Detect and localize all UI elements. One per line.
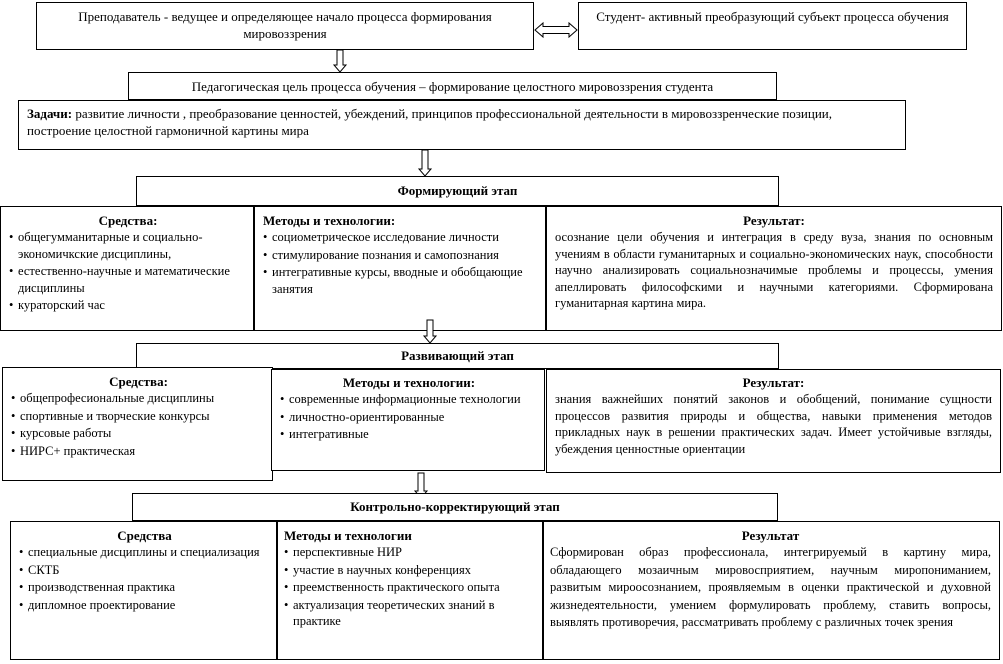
- stage2-methods-box: [271, 369, 545, 471]
- stage3-result-title: Результат: [741, 528, 800, 543]
- list-item: • интегративные: [280, 426, 538, 443]
- stage2-means-title: Средства:: [109, 374, 168, 389]
- stage3-means-box: [10, 521, 277, 660]
- teacher-box: [36, 2, 534, 50]
- stage2-result-text: знания важнейших понятий законов и обобщений, понимание сущности процессов развития природы и общества, навыки применения методов прикладных наук в решении практических задач. Имеет устойчивые взгляды, убеждения ценностные ориентации: [555, 392, 992, 456]
- list-item: • производственная практика: [19, 579, 270, 596]
- list-item: • общегумманитарные и социально-экономичкские дисциплины,: [9, 229, 247, 262]
- student-text: Студент- активный преобразующий субъект процесса обучения: [596, 9, 949, 24]
- stage1-result-text: осознание цели обучения и интеграция в среду вуза, знания по основным учениям в области гуманитарных и социально-экономических наук, способности научно анализировать социальнозначимые проблемы и процессы, умения апеллировать философскими и научными категориями. Сформирована гуманитарная картина мира.: [555, 230, 993, 310]
- stage3-result-box: [543, 521, 1000, 660]
- stage2-result-box: [546, 369, 1001, 473]
- stage1-result-box: [546, 206, 1002, 331]
- stage3-methods-title: Методы и технологии: [284, 528, 412, 543]
- stage2-methods-title: Методы и технологии:: [342, 375, 476, 390]
- stage1-methods-list: [263, 229, 539, 297]
- stage3-result-text: Сформирован образ профессионала, интегрируемый в картину мира, обладающего мозаичным мировосприятием, научным миропониманием, развитым мироосознанием, проявляемым в оценки практической и духовной жизнедеятельности, умением формулировать проблему, ставить вопросы, выявлять противоречия, рассматривать проблему с различных точек зрения: [550, 545, 991, 630]
- list-item: • НИРС+ практическая: [11, 443, 266, 460]
- list-item: • стимулирование познания и самопознания: [263, 247, 539, 264]
- list-item: • общепрофесиональные дисциплины: [11, 390, 266, 407]
- list-item: • преемственность практического опыта: [284, 579, 536, 596]
- list-item: • интегративные курсы, вводные и обобщающие занятия: [263, 264, 539, 297]
- stage2-title: Развивающий этап: [401, 348, 514, 363]
- down-arrow-icon: [418, 150, 432, 177]
- goal-box: [128, 72, 777, 100]
- stage1-means-box: [0, 206, 254, 331]
- list-item: • естественно-научные и математические дисциплины: [9, 263, 247, 296]
- stage2-means-list: [11, 390, 266, 459]
- stage2-result-title: Результат:: [742, 375, 805, 390]
- tasks-text: развитие личности , преобразование ценностей, убеждений, принципов профессиональной деятельности в мировоззренческие позиции, построение целостной гармоничной картины мира: [27, 106, 833, 138]
- tasks-box: [18, 100, 906, 150]
- stage2-means-box: [2, 367, 273, 481]
- stage3-methods-list: [284, 544, 536, 630]
- stage3-means-list: [19, 544, 270, 613]
- list-item: • актуализация теоретических знаний в практике: [284, 597, 536, 630]
- stage3-methods-box: [277, 521, 543, 660]
- stage2-title-box: [136, 343, 779, 369]
- teacher-text: Преподаватель - ведущее и определяющее начало процесса формирования мировоззрения: [78, 9, 492, 41]
- stage3-title: Контрольно-корректирующий этап: [350, 499, 560, 514]
- list-item: • социометрическое исследование личности: [263, 229, 539, 246]
- down-arrow-icon: [423, 320, 437, 344]
- stage2-methods-list: [280, 391, 538, 443]
- stage1-methods-title: Методы и технологии:: [263, 213, 396, 228]
- list-item: • курсовые работы: [11, 425, 266, 442]
- tasks-label: Задачи:: [27, 106, 73, 121]
- stage3-means-title: Средства: [117, 528, 172, 543]
- goal-text: Педагогическая цель процесса обучения – формирование целостного мировоззрения студента: [191, 79, 714, 94]
- down-arrow-icon: [333, 50, 347, 73]
- stage1-title-box: [136, 176, 779, 206]
- stage1-means-title: Средства:: [98, 213, 158, 228]
- stage3-title-box: [132, 493, 778, 521]
- list-item: • современные информационные технологии: [280, 391, 538, 408]
- stage1-result-title: Результат:: [743, 213, 805, 228]
- stage1-title: Формирующий этап: [397, 183, 518, 198]
- bidirectional-arrow-icon: [534, 22, 578, 38]
- list-item: • личностно-ориентированные: [280, 409, 538, 426]
- list-item: • СКТБ: [19, 562, 270, 579]
- list-item: • дипломное проектирование: [19, 597, 270, 614]
- list-item: • кураторский час: [9, 297, 247, 314]
- stage1-means-list: [9, 229, 247, 314]
- list-item: • перспективные НИР: [284, 544, 536, 561]
- stage1-methods-box: [254, 206, 546, 331]
- list-item: • участие в научных конференциях: [284, 562, 536, 579]
- list-item: • специальные дисциплины и специализация: [19, 544, 270, 561]
- list-item: • спортивные и творческие конкурсы: [11, 408, 266, 425]
- student-box: [578, 2, 967, 50]
